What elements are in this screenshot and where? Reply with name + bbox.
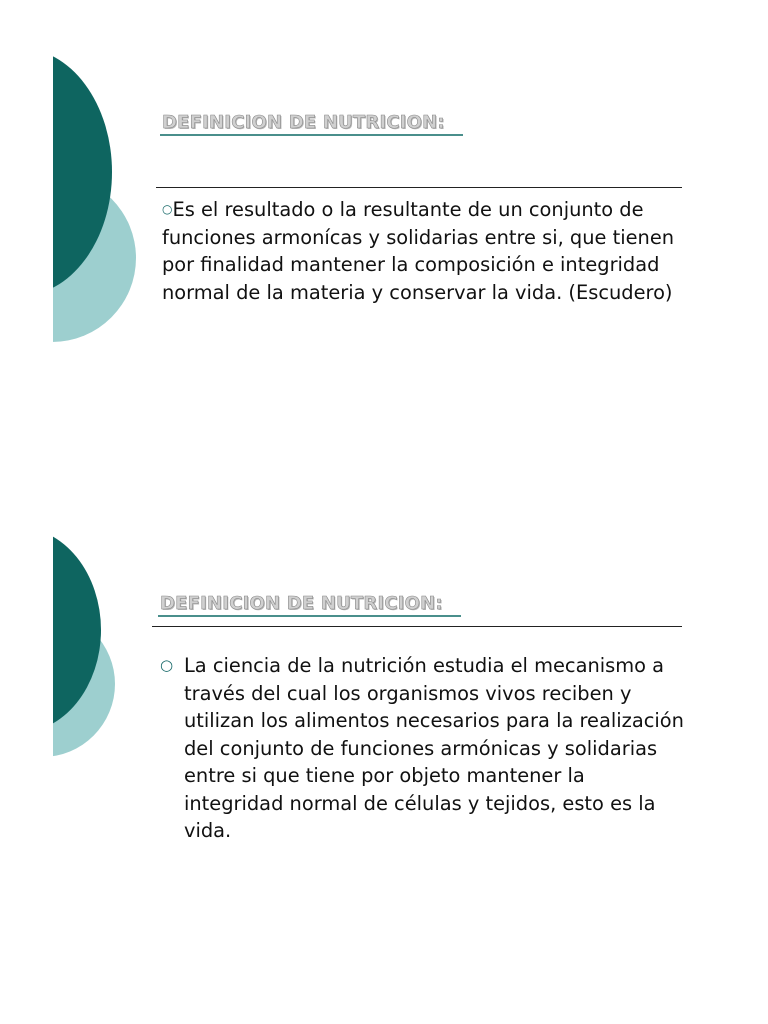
hollow-circle-bullet-icon: ○ [160, 656, 174, 674]
title-underline [160, 134, 463, 136]
body-paragraph [162, 196, 702, 306]
divider-line [156, 187, 682, 188]
slide-title: DEFINICION DE NUTRICION: [160, 593, 443, 614]
hollow-circle-bullet-icon: ○ [162, 202, 173, 216]
slide-2 [0, 480, 768, 1024]
decorative-circles [0, 0, 160, 400]
left-mask [0, 480, 53, 800]
slide-1 [0, 0, 768, 480]
title-underline [158, 615, 461, 617]
slide-title: DEFINICION DE NUTRICION: [162, 112, 445, 133]
decorative-circles [0, 480, 160, 800]
left-mask [0, 0, 53, 400]
divider-line [152, 626, 682, 627]
body-paragraph: La ciencia de la nutrición estudia el mecanismo a través del cual los organismos vivos reciben y utilizan los alimentos necesarios para la realización del conjunto de funciones armónicas y solidarias entre si que tiene por objeto mantener la integridad normal de células y tejidos, esto es la vida. [184, 654, 684, 842]
body-text: Es el resultado o la resultante de un conjunto de funciones armonícas y solidarias entre si, que tienen por finalidad mantener la composición e integridad normal de la materia y conservar la vida. (Escudero) [162, 198, 675, 304]
